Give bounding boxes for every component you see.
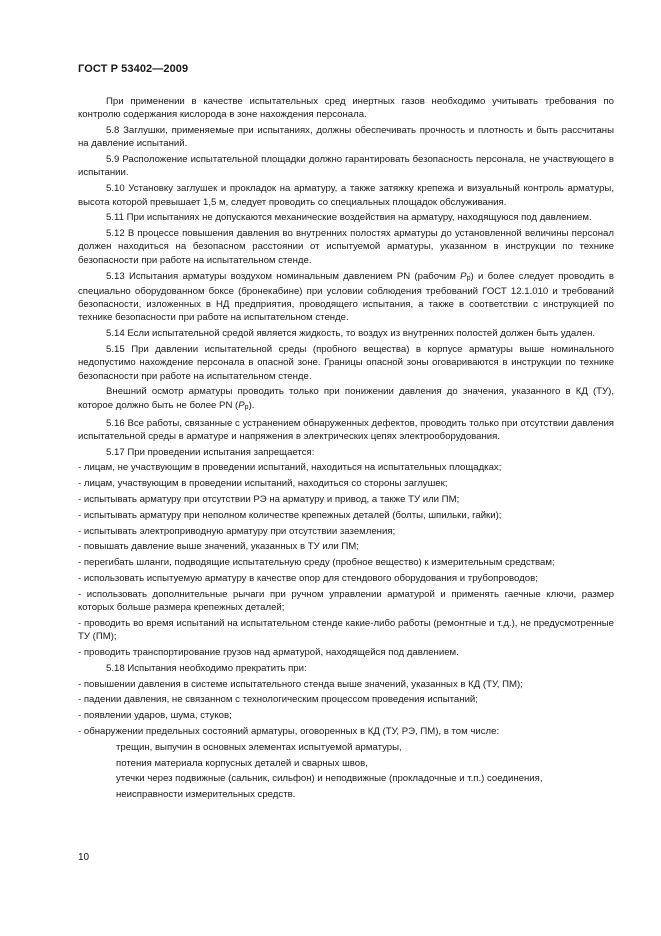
paragraph: 5.16 Все работы, связанные с устранением обнаруженных дефектов, проводить только при отсутствии давления испытательной среды в арматуре и напряжения в электрических цепях электрооборудования.	[78, 417, 614, 442]
page-number: 10	[78, 852, 90, 863]
sub-list-item: неисправности измерительных средств.	[116, 789, 296, 801]
list-item: - испытывать арматуру при неполном количестве крепежных деталей (болты, шпильки, гайки);	[78, 509, 502, 521]
list-item: - проводить во время испытаний на испытательном стенде какие-либо работы (ремонтные и т.д.), не предусмотренные ТУ (ПМ);	[78, 617, 614, 643]
document-header: ГОСТ Р 53402—2009	[78, 63, 189, 75]
list-item: - использовать испытуемую арматуру в качестве опор для стендового оборудования и трубопроводов;	[78, 573, 538, 584]
list-item: - лицам, не участвующим в проведении испытаний, находиться на испытательных площадках;	[78, 462, 502, 474]
paragraph: 5.13 Испытания арматуры воздухом номинальным давлением PN (рабочим $P_р$) и более следует проводить в специально оборудованном боксе (бронекабине) при условии соблюдения требований ГОСТ 12.1.010 и требований безопасности, изложенных в НД предприятия, проводящего испытания, а также в соответствии с инструкцией по технике безопасности при работе на испытательном стенде.	[78, 270, 614, 324]
list-item: - падении давления, не связанном с технологическим процессом проведения испытаний;	[78, 694, 478, 706]
list-item: - испытывать электроприводную арматуру при отсутствии заземления;	[78, 525, 396, 537]
paragraph: 5.8 Заглушки, применяемые при испытаниях, должны обеспечивать прочность и плотность и быть рассчитаны на давление испытаний.	[78, 125, 614, 150]
list-item: - проводить транспортирование грузов над арматурой, находящейся под давлением.	[78, 646, 459, 658]
paragraph: Внешний осмотр арматуры проводить только при понижении давления до значения, указанного в КД (ТУ), которое должно быть не более PN $(P_р)$.	[78, 386, 614, 411]
list-item: - лицам, участвующим в проведении испытаний, находиться со стороны заглушек;	[78, 478, 448, 490]
sub-list-item: трещин, выпучин в основных элементах испытуемой арматуры,	[116, 741, 402, 753]
sub-list-item: утечки через подвижные (сальник, сильфон) и неподвижные (прокладочные и т.п.) соединения,	[116, 773, 543, 785]
paragraph: 5.17 При проведении испытания запрещается:	[106, 446, 315, 458]
paragraph: 5.10 Установку заглушек и прокладок на арматуру, а также затяжку крепежа и визуальный контроль арматуры, высота которой превышает 1,5 м, следует проводить со специальных площадок обслуживания.	[78, 183, 614, 208]
list-item: - использовать дополнительные рычаги при ручном управлении арматурой и применять гаечные ключи, размер которых больше размера крепежных деталей;	[78, 588, 614, 614]
list-item: - появлении ударов, шума, стуков;	[78, 710, 232, 722]
list-item: - повышать давление выше значений, указанных в ТУ или ПМ;	[78, 541, 359, 553]
sub-list-item: потения материала корпусных деталей и сварных швов,	[116, 757, 368, 769]
document-body	[78, 95, 614, 804]
list-item: - повышении давления в системе испытательного стенда выше значений, указанных в КД (ТУ, ПМ);	[78, 678, 523, 690]
paragraph: 5.9 Расположение испытательной площадки должно гарантировать безопасность персонала, не участвующего в испытании.	[78, 154, 614, 179]
paragraph: 5.12 В процессе повышения давления во внутренних полостях арматуры до установленной величины персонал должен находиться на безопасном расстоянии от испытуемой арматуры, указанном в инструкции по технике безопасности при работе на испытательном стенде.	[78, 228, 614, 266]
paragraph: 5.15 При давлении испытательной среды (пробного вещества) в корпусе арматуры выше номинального недопустимо нахождение персонала в опасной зоне. Границы опасной зоны оговариваются в инструкции по технике безопасности при работе на испытательном стенде.	[78, 344, 614, 382]
paragraph: 5.18 Испытания необходимо прекратить при:	[106, 662, 307, 674]
paragraph: 5.11 При испытаниях не допускаются механические воздействия на арматуру, находящуюся под давлением.	[106, 212, 592, 224]
paragraph: 5.14 Если испытательной средой является жидкость, то воздух из внутренних полостей должен быть удален.	[106, 328, 596, 340]
list-item: - перегибать шланги, подводящие испытательную среду (пробное вещество) к измерительным средствам;	[78, 557, 555, 569]
list-item: - испытывать арматуру при отсутствии РЭ на арматуру и привод, а также ТУ или ПМ;	[78, 494, 460, 506]
list-item: - обнаружении предельных состояний арматуры, оговоренных в КД (ТУ, РЭ, ПМ), в том числе:	[78, 725, 500, 737]
paragraph: При применении в качестве испытательных сред инертных газов необходимо учитывать требования по контролю содержания кислорода в зоне нахождения персонала.	[78, 96, 614, 121]
